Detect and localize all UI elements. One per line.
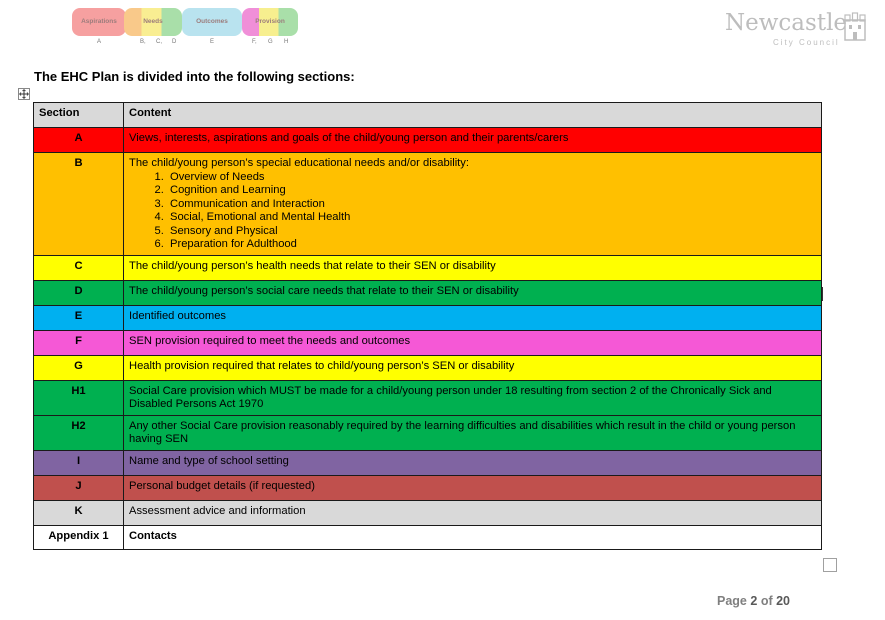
- table-row: [34, 255, 822, 280]
- banner-pills: [72, 8, 298, 36]
- content-cell: Views, interests, aspirations and goals of the child/young person and their parents/carers: [124, 128, 822, 153]
- page-heading: The EHC Plan is divided into the following sections:: [34, 69, 355, 84]
- table-header-row: [34, 103, 822, 128]
- ehc-sections-table: [33, 102, 822, 550]
- content-cell: [124, 153, 822, 256]
- banner-letter: H: [284, 39, 289, 45]
- section-cell: I: [34, 450, 124, 475]
- page-current: 2: [750, 594, 758, 608]
- text-cursor: [822, 287, 823, 301]
- banner-letters: [72, 39, 298, 49]
- section-cell: C: [34, 255, 124, 280]
- list-item: 3. Communication and Interaction: [167, 198, 816, 212]
- section-cell: H2: [34, 415, 124, 450]
- content-cell: Personal budget details (if requested): [124, 475, 822, 500]
- section-cell: Appendix 1: [34, 525, 124, 549]
- section-cell: B: [34, 153, 124, 256]
- header-content: Content: [124, 103, 822, 128]
- table-row: [34, 153, 822, 256]
- banner-letter: A: [97, 39, 102, 45]
- banner-letter: C,: [156, 39, 162, 45]
- table-row: [34, 475, 822, 500]
- section-cell: H1: [34, 380, 124, 415]
- list-item: 1. Overview of Needs: [167, 171, 816, 185]
- logo-name: Newcastle: [725, 10, 848, 36]
- page-number: [717, 594, 790, 608]
- section-cell: G: [34, 355, 124, 380]
- banner-letter: G: [268, 39, 273, 45]
- page-total: 20: [776, 594, 791, 608]
- content-cell: Assessment advice and information: [124, 500, 822, 525]
- section-cell: E: [34, 305, 124, 330]
- table-row: [34, 450, 822, 475]
- content-cell: Any other Social Care provision reasonably required by the learning difficulties and disabilities which result in the child or young person having SEN: [124, 415, 822, 450]
- table-row: [34, 500, 822, 525]
- content-cell: Social Care provision which MUST be made for a child/young person under 18 resulting from section 2 of the Chronically Sick and Disabled Persons Act 1970: [124, 380, 822, 415]
- banner-letter: F,: [252, 39, 257, 45]
- content-text: The child/young person’s special educational needs and/or disability:: [129, 157, 469, 169]
- ehc-banner: [72, 8, 298, 48]
- page-of: of: [760, 594, 773, 608]
- table-row: [34, 415, 822, 450]
- page-label: Page: [717, 594, 747, 608]
- table-move-handle-icon[interactable]: [18, 88, 30, 100]
- content-cell: Name and type of school setting: [124, 450, 822, 475]
- logo-subtitle: City Council: [773, 38, 840, 47]
- table-row: [34, 305, 822, 330]
- content-cell: SEN provision required to meet the needs and outcomes: [124, 330, 822, 355]
- table-row: [34, 128, 822, 153]
- banner-pill-provision: Provision: [242, 8, 298, 36]
- castle-crest-icon: [843, 12, 867, 42]
- content-cell: The child/young person’s social care needs that relate to their SEN or disability: [124, 280, 822, 305]
- list-item: 5. Sensory and Physical: [167, 225, 816, 239]
- newcastle-logo: [725, 10, 870, 50]
- table-row: [34, 380, 822, 415]
- needs-list: [129, 171, 816, 252]
- banner-pill-outcomes: Outcomes: [182, 8, 242, 36]
- header-section: Section: [34, 103, 124, 128]
- banner-letter: D: [172, 39, 177, 45]
- banner-pill-aspirations: Aspirations: [72, 8, 126, 36]
- banner-letter: B,: [140, 39, 146, 45]
- section-cell: F: [34, 330, 124, 355]
- content-cell: The child/young person’s health needs that relate to their SEN or disability: [124, 255, 822, 280]
- list-item: 4. Social, Emotional and Mental Health: [167, 211, 816, 225]
- banner-letter: E: [210, 39, 215, 45]
- section-cell: A: [34, 128, 124, 153]
- content-cell: Health provision required that relates to child/young person’s SEN or disability: [124, 355, 822, 380]
- section-cell: K: [34, 500, 124, 525]
- table-row: [34, 355, 822, 380]
- content-cell: Identified outcomes: [124, 305, 822, 330]
- banner-pill-needs: Needs: [124, 8, 182, 36]
- table-resize-handle[interactable]: [823, 558, 837, 572]
- section-cell: D: [34, 280, 124, 305]
- list-item: 2. Cognition and Learning: [167, 184, 816, 198]
- table-row: [34, 330, 822, 355]
- table-row: [34, 280, 822, 305]
- table-row: [34, 525, 822, 549]
- list-item: 6. Preparation for Adulthood: [167, 238, 816, 252]
- section-cell: J: [34, 475, 124, 500]
- content-cell: Contacts: [124, 525, 822, 549]
